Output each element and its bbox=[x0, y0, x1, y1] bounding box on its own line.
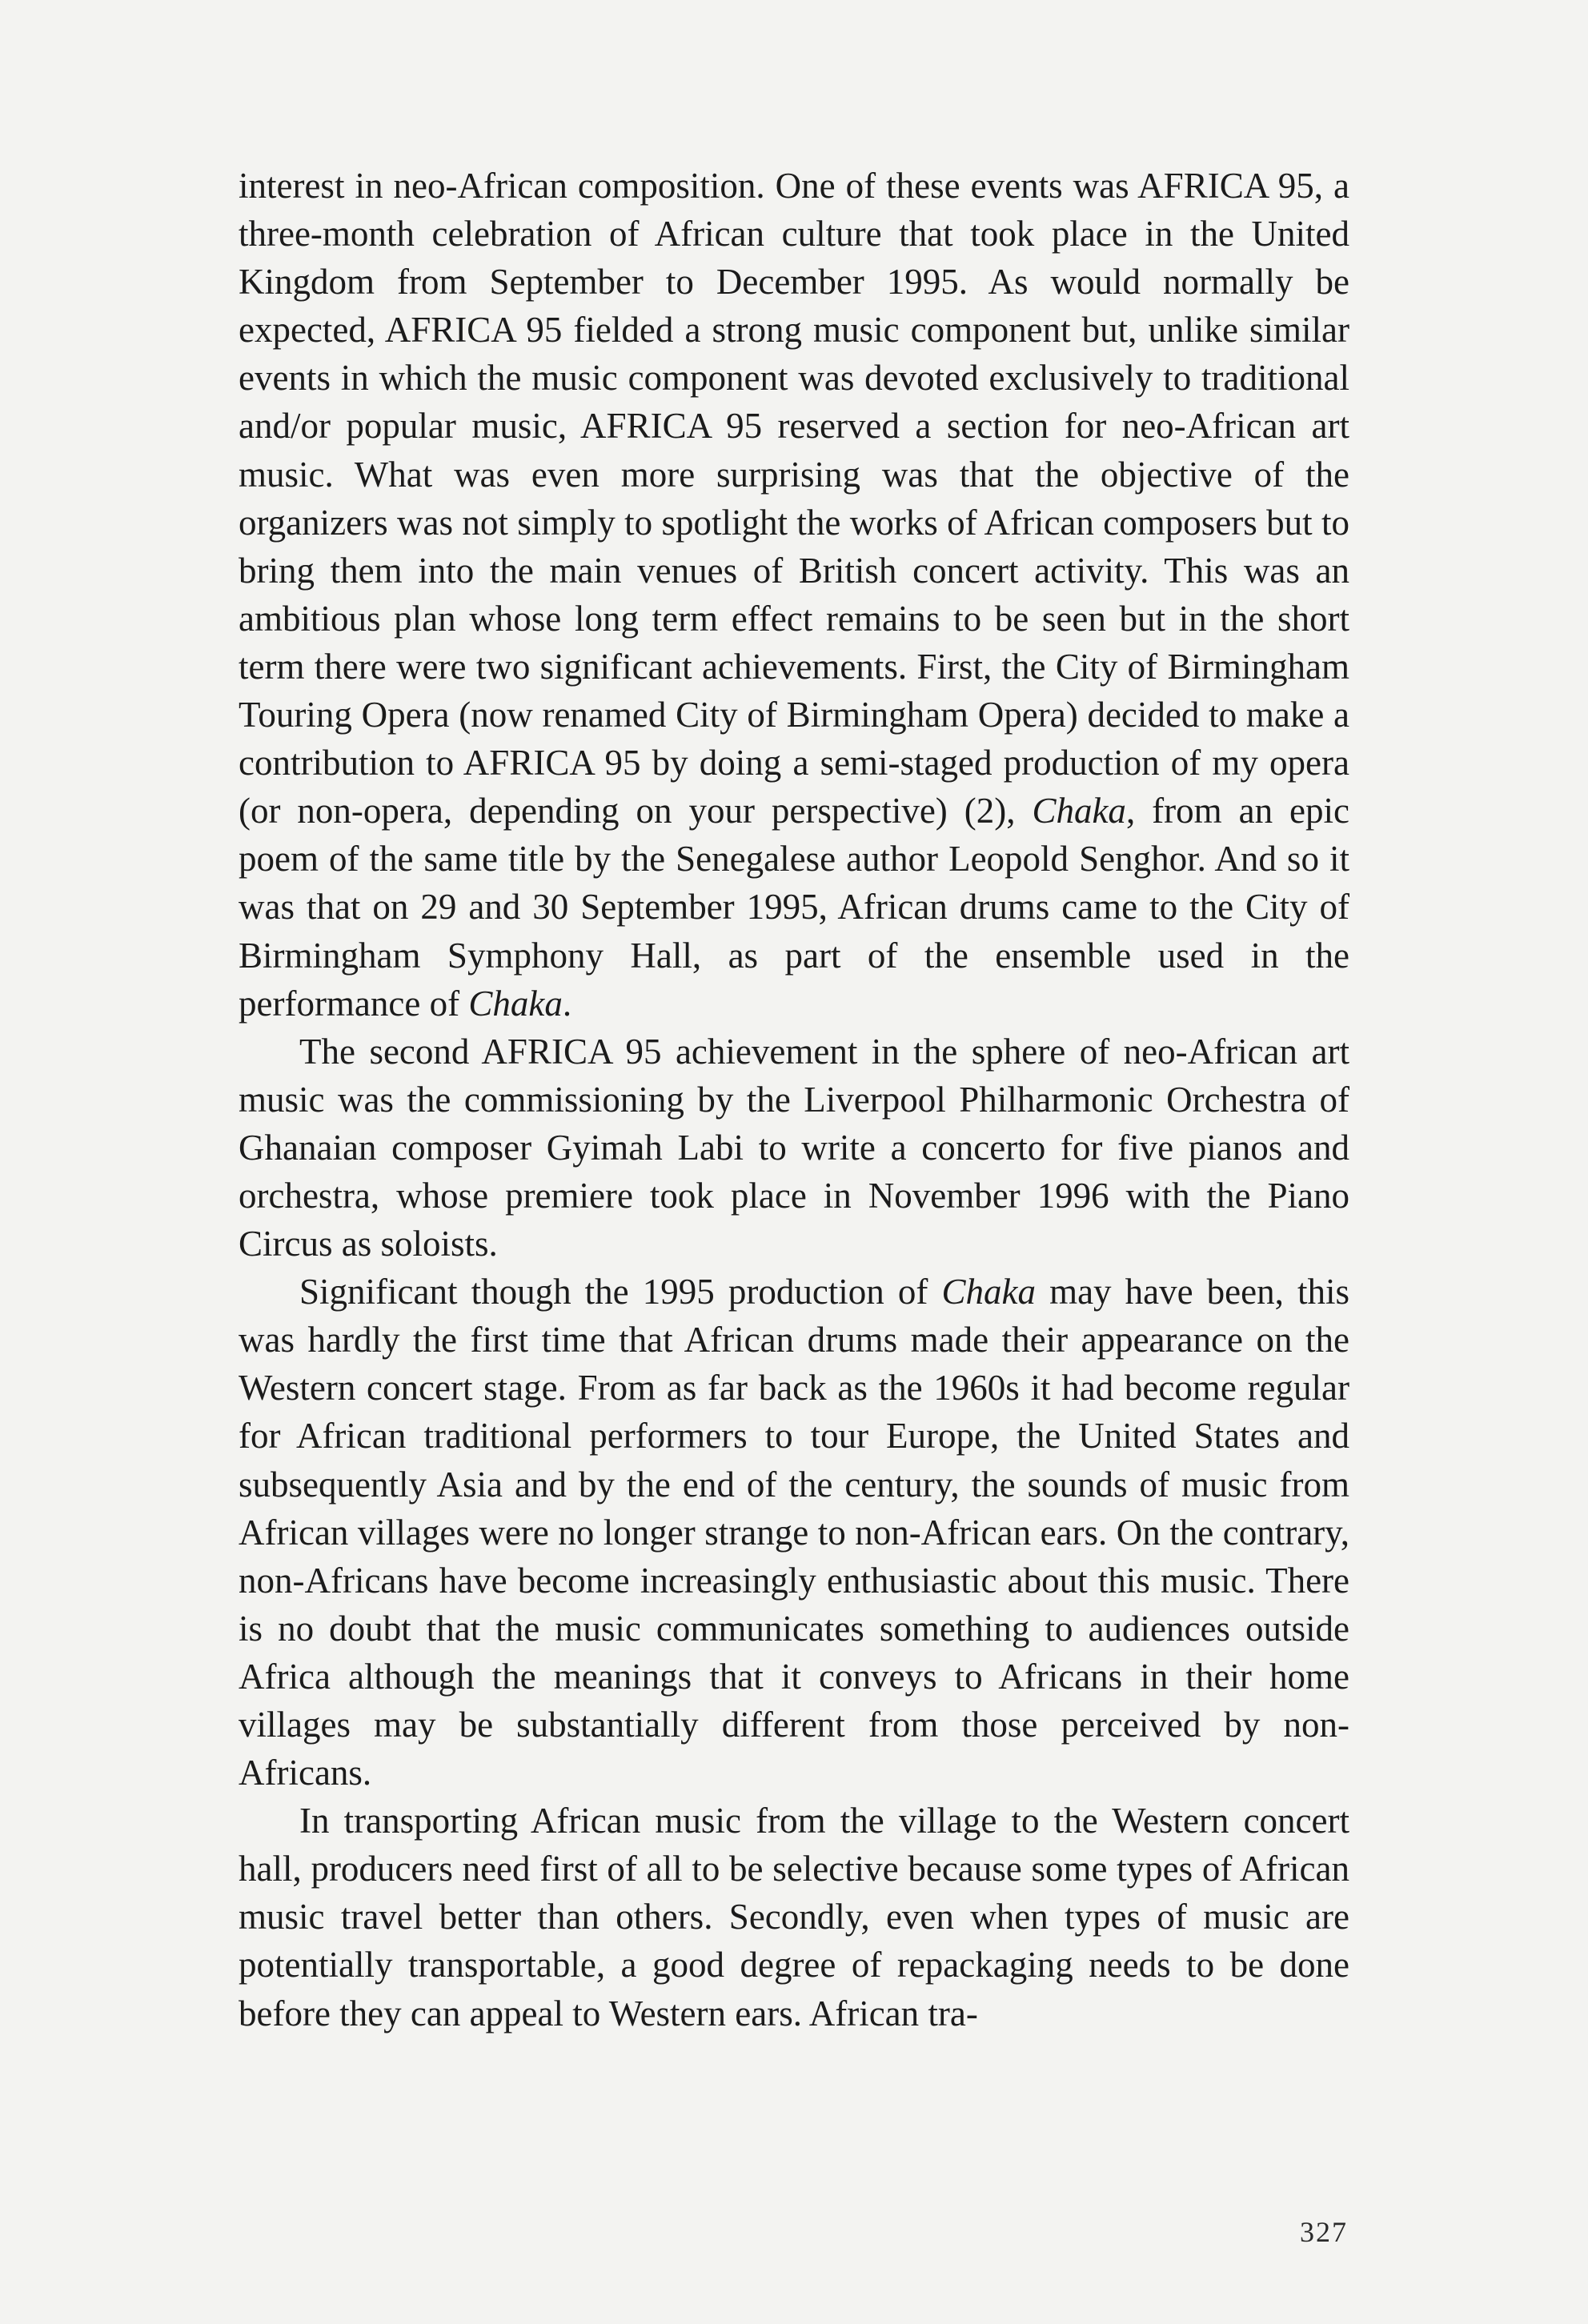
italic-title-chaka: Chaka bbox=[1032, 791, 1126, 831]
text-segment: interest in neo-African composition. One of these events was AFRICA 95, a three-month celebration of African culture that took place in the United Kingdom from September to December 1995. As would normally be expected, AFRICA 95 fielded a strong music component but, unlike similar events in which the music component was devoted exclusively to traditional and/or popular music, AFRICA 95 reserved a section for neo-African art music. What was even more surprising was that the objective of the organizers was not simply to spotlight the works of African composers but to bring them into the main venues of British concert activity. This was an ambitious plan whose long term effect remains to be seen but in the short term there were two significant achievements. First, the City of Birmingham Touring Opera (now renamed City of Birmingham Opera) decided to make a contribution to AFRICA 95 by doing a semi-staged production of my opera (or non-opera, depending on your perspective) (2), bbox=[239, 166, 1349, 831]
page-number: 327 bbox=[1300, 2216, 1348, 2248]
paragraph-1 bbox=[239, 162, 1349, 1028]
text-segment: . bbox=[562, 983, 572, 1024]
paragraph-3 bbox=[239, 1268, 1349, 1797]
text-segment: The second AFRICA 95 achievement in the sphere of neo-African art music was the commissioning by the Liverpool Philharmonic Orchestra of Ghanaian composer Gyimah Labi to write a concerto for five pianos and orchestra, whose premiere took place in November 1996 with the Piano Circus as soloists. bbox=[239, 1031, 1349, 1264]
italic-title-chaka: Chaka bbox=[468, 983, 563, 1024]
text-segment: In transporting African music from the village to the Western concert hall, producers need first of all to be selective because some types of African music travel better than others. Secondly, even when types of music are potentially transportable, a good degree of repackaging needs to be done before they can appeal to Western ears. African tra- bbox=[239, 1801, 1349, 2034]
text-segment: Significant though the 1995 production of bbox=[299, 1272, 942, 1312]
italic-title-chaka: Chaka bbox=[941, 1272, 1036, 1312]
text-segment: may have been, this was hardly the first time that African drums made their appearance on the Western concert stage. From as far back as the 1960s it had become regular for African traditional performers to tour Europe, the United States and subsequently Asia and by the end of the century, the sounds of music from African villages were no longer strange to non-African ears. On the contrary, non-Africans have become increasingly enthusiastic about this music. There is no doubt that the music communicates something to audiences outside Africa although the meanings that it conveys to Africans in their home villages may be substantially different from those perceived by non-Africans. bbox=[239, 1272, 1349, 1793]
paragraph-4 bbox=[239, 1797, 1349, 2037]
text-segment: , from an epic poem of the same title by the Senegalese author Leopold Senghor. And so it was that on 29 and 30 September 1995, African drums came to the City of Birmingham Symphony Hall, as part of the ensemble used in the performance of bbox=[239, 791, 1349, 1024]
paragraph-2 bbox=[239, 1028, 1349, 1268]
body-text bbox=[239, 162, 1349, 2038]
